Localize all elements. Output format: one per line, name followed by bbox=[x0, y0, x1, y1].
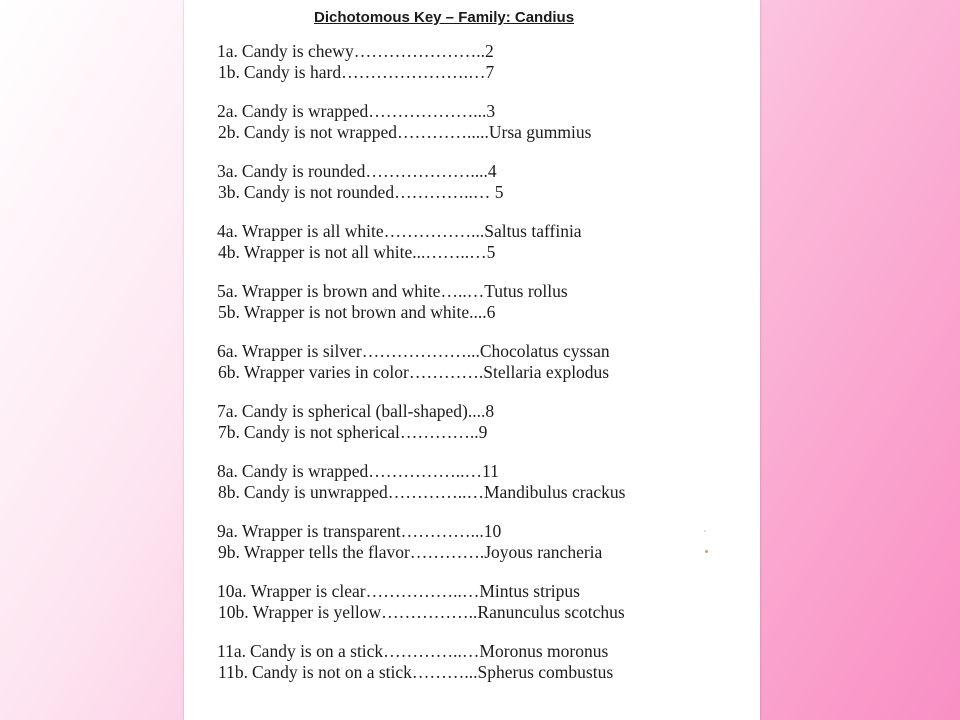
step-text: Candy is spherical (ball-shaped)....8 bbox=[241, 401, 495, 421]
couplet-7 bbox=[217, 401, 737, 461]
step-id: 3b. bbox=[218, 182, 240, 202]
step-id: 5a. bbox=[217, 281, 238, 301]
step-text: Candy is not on a stick………...Spherus combustus bbox=[251, 662, 614, 682]
key-step-1a bbox=[217, 41, 737, 62]
couplet-5 bbox=[217, 281, 737, 341]
step-id: 2a. bbox=[217, 101, 238, 121]
step-id: 1b. bbox=[218, 62, 240, 82]
dichotomous-key-list bbox=[217, 41, 737, 701]
step-id: 9a. bbox=[217, 521, 238, 541]
step-text: Candy is not spherical…………..9 bbox=[243, 422, 488, 442]
step-id: 10b. bbox=[218, 602, 249, 622]
couplet-2 bbox=[217, 101, 737, 161]
key-step-8b bbox=[217, 482, 737, 503]
step-id: 8b. bbox=[218, 482, 240, 502]
step-text: Candy is not rounded…………..… 5 bbox=[243, 182, 504, 202]
couplet-9 bbox=[217, 521, 737, 581]
step-id: 1a. bbox=[217, 41, 238, 61]
key-step-4a bbox=[217, 221, 737, 242]
step-text: Wrapper is clear……………..…Mintus stripus bbox=[250, 581, 580, 601]
scanned-page bbox=[184, 0, 760, 720]
step-id: 11b. bbox=[218, 662, 248, 682]
step-id: 5b. bbox=[218, 302, 240, 322]
key-step-9b bbox=[217, 542, 737, 563]
step-text: Wrapper tells the flavor………….Joyous rancheria bbox=[243, 542, 603, 562]
step-text: Candy is wrapped……………..…11 bbox=[241, 461, 499, 481]
key-step-2b bbox=[217, 122, 737, 143]
couplet-10 bbox=[217, 581, 737, 641]
key-step-5b bbox=[217, 302, 737, 323]
step-text: Candy is chewy…………………..2 bbox=[241, 41, 494, 61]
couplet-6 bbox=[217, 341, 737, 401]
step-text: Candy is rounded………………....4 bbox=[241, 161, 497, 181]
step-id: 10a. bbox=[217, 581, 247, 601]
key-step-3b bbox=[217, 182, 737, 203]
step-text: Wrapper is yellow……………..Ranunculus scotchus bbox=[252, 602, 625, 622]
key-step-6b bbox=[217, 362, 737, 383]
document-title: Dichotomous Key – Family: Candius bbox=[314, 9, 575, 26]
step-id: 2b. bbox=[218, 122, 240, 142]
key-step-10b bbox=[217, 602, 737, 623]
scan-speck bbox=[704, 530, 706, 532]
key-step-9a bbox=[217, 521, 737, 542]
scan-speck bbox=[705, 550, 708, 553]
step-text: Candy is hard………………….…7 bbox=[243, 62, 495, 82]
step-text: Candy is unwrapped…………..…Mandibulus crackus bbox=[243, 482, 626, 502]
key-step-11b bbox=[217, 662, 737, 683]
couplet-3 bbox=[217, 161, 737, 221]
step-id: 11a. bbox=[217, 641, 246, 661]
step-text: Wrapper is all white……………...Saltus taffinia bbox=[241, 221, 582, 241]
couplet-11 bbox=[217, 641, 737, 701]
step-id: 4a. bbox=[217, 221, 238, 241]
couplet-1 bbox=[217, 41, 737, 101]
step-id: 4b. bbox=[218, 242, 240, 262]
step-id: 6a. bbox=[217, 341, 238, 361]
key-step-11a bbox=[217, 641, 737, 662]
step-text: Wrapper is brown and white…..…Tutus rollus bbox=[241, 281, 568, 301]
step-text: Candy is on a stick…………..…Moronus moronus bbox=[250, 641, 609, 661]
key-step-1b bbox=[217, 62, 737, 83]
key-step-2a bbox=[217, 101, 737, 122]
step-text: Wrapper is transparent…………...10 bbox=[241, 521, 502, 541]
step-id: 7a. bbox=[217, 401, 238, 421]
key-step-8a bbox=[217, 461, 737, 482]
key-step-10a bbox=[217, 581, 737, 602]
step-id: 8a. bbox=[217, 461, 238, 481]
couplet-4 bbox=[217, 221, 737, 281]
step-id: 9b. bbox=[218, 542, 240, 562]
key-step-3a bbox=[217, 161, 737, 182]
step-id: 3a. bbox=[217, 161, 238, 181]
step-id: 6b. bbox=[218, 362, 240, 382]
key-step-7a bbox=[217, 401, 737, 422]
step-text: Candy is wrapped………………...3 bbox=[241, 101, 496, 121]
step-text: Candy is not wrapped………….....Ursa gummius bbox=[243, 122, 592, 142]
key-step-7b bbox=[217, 422, 737, 443]
couplet-8 bbox=[217, 461, 737, 521]
step-text: Wrapper varies in color………….Stellaria explodus bbox=[243, 362, 610, 382]
key-step-6a bbox=[217, 341, 737, 362]
step-id: 7b. bbox=[218, 422, 240, 442]
step-text: Wrapper is not brown and white....6 bbox=[243, 302, 496, 322]
key-step-4b bbox=[217, 242, 737, 263]
step-text: Wrapper is not all white...……..…5 bbox=[243, 242, 496, 262]
key-step-5a bbox=[217, 281, 737, 302]
step-text: Wrapper is silver………………...Chocolatus cyssan bbox=[241, 341, 610, 361]
